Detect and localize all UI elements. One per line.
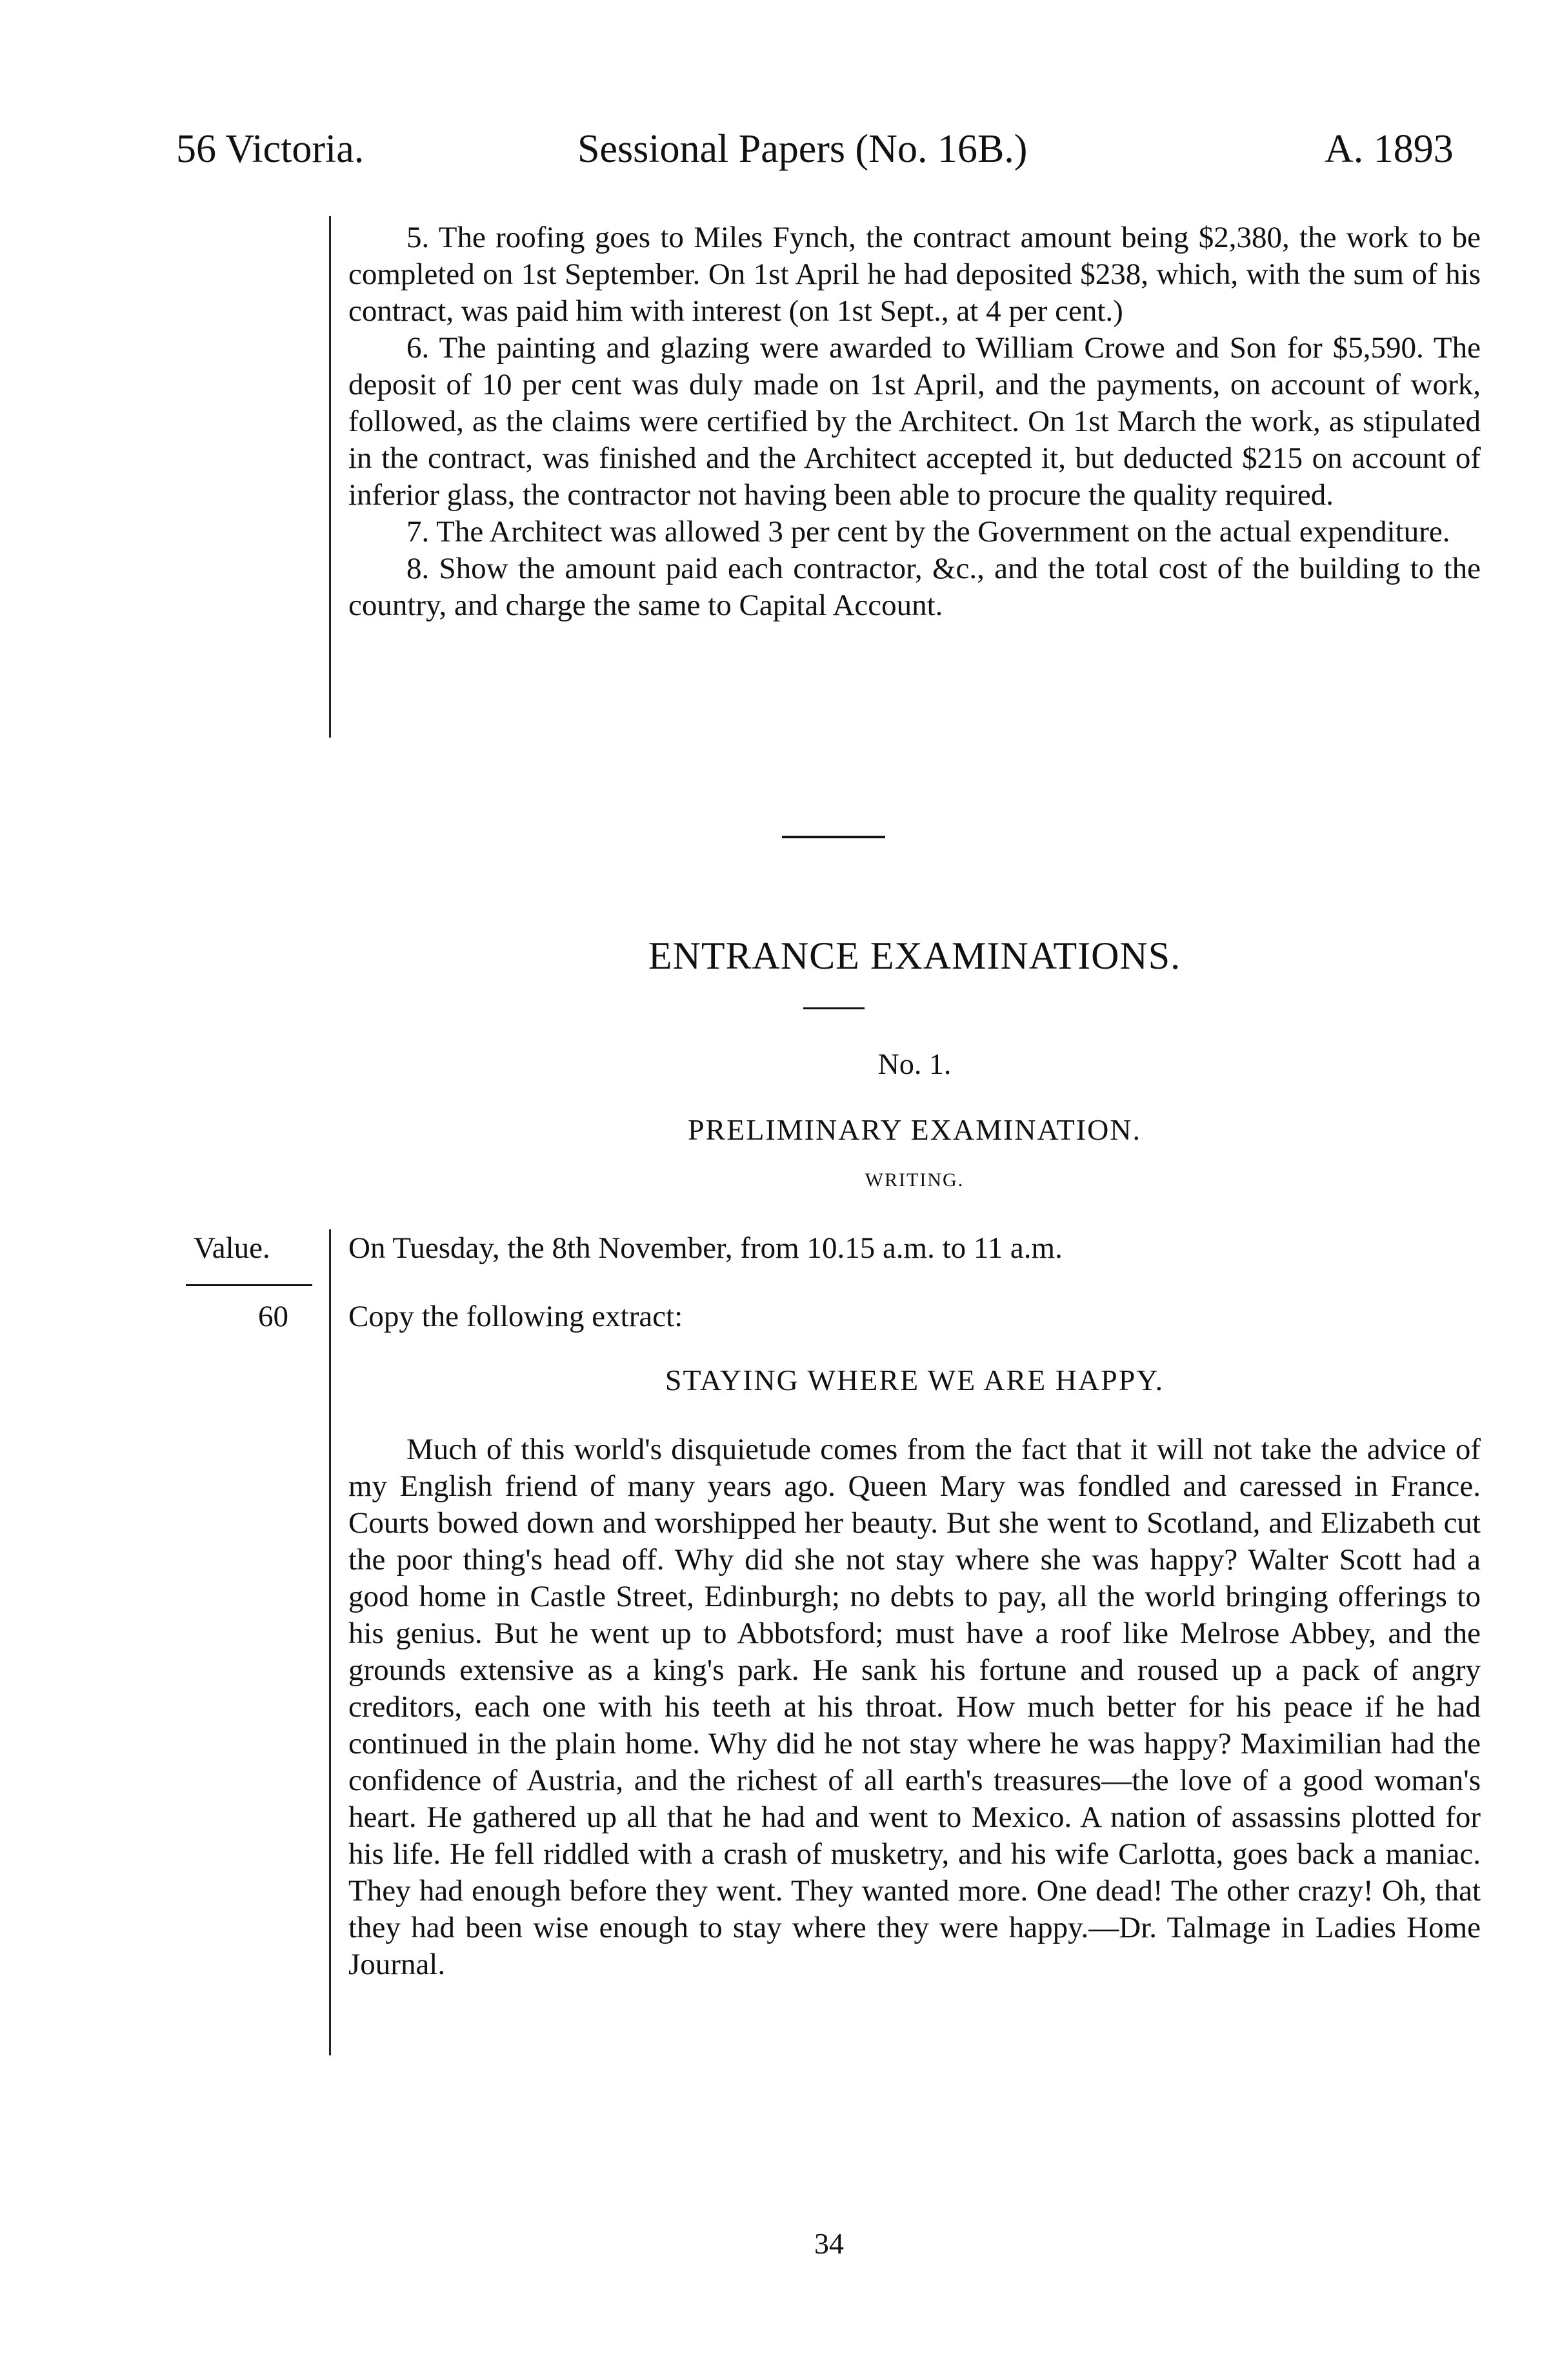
- header-right: A. 1893: [1325, 127, 1454, 171]
- header-center: Sessional Papers (No. 16B.): [577, 127, 1028, 171]
- exam-instruction: Copy the following extract:: [348, 1300, 683, 1333]
- section-subtitle: PRELIMINARY EXAMINATION.: [687, 1113, 1142, 1146]
- paragraph-6: 6. The painting and glazing were awarded to William Crowe and Son for $5,590. The deposit of 10 per cent was duly made on 1st April, and the payments, on account of work, followed, as the claims were certified by the Architect. On 1st March the work, as stipulated in the contract, was finished and the Architect accepted it, but deducted $215 on account of inferior glass, the contractor not having been able to procure the quality required.: [348, 331, 1481, 512]
- section-divider: [782, 836, 885, 838]
- margin-rule-top: [329, 216, 331, 738]
- page-number: 34: [814, 2227, 844, 2260]
- extract-body: [348, 1431, 1481, 1983]
- section-title: ENTRANCE EXAMINATIONS.: [648, 934, 1181, 977]
- exam-time: On Tuesday, the 8th November, from 10.15 a.m. to 11 a.m.: [348, 1231, 1063, 1265]
- paragraph-8: 8. Show the amount paid each contractor, &c., and the total cost of the building to the country, and charge the same to Capital Account.: [348, 552, 1481, 622]
- paragraph-5: 5. The roofing goes to Miles Fynch, the contract amount being $2,380, the work to be completed on 1st September. On 1st April he had deposited $238, which, with the sum of his contract, was paid him with interest (on 1st Sept., at 4 per cent.): [348, 221, 1481, 328]
- top-paragraphs: [348, 219, 1481, 624]
- paragraph-7: 7. The Architect was allowed 3 per cent by the Government on the actual expenditure.: [406, 515, 1450, 549]
- value-rule: [186, 1284, 312, 1286]
- value-number: 60: [258, 1300, 288, 1333]
- value-label: Value.: [194, 1231, 270, 1265]
- extract-title: STAYING WHERE WE ARE HAPPY.: [665, 1364, 1165, 1397]
- section-subject: WRITING.: [865, 1169, 965, 1191]
- header-left: 56 Victoria.: [176, 127, 365, 171]
- margin-rule-exam: [329, 1229, 331, 2055]
- section-number: No. 1.: [877, 1047, 952, 1080]
- title-divider: [803, 1007, 865, 1009]
- extract-paragraph: Much of this world's disquietude comes from the fact that it will not take the advice of my English friend of many years ago. Queen Mary was fondled and caressed in France. Courts bowed down and worshipped her beauty. But she went to Scotland, and Elizabeth cut the poor thing's head off. Why did she not stay where she was happy? Walter Scott had a good home in Castle Street, Edinburgh; no debts to pay, all the world bringing offerings to his genius. But he went up to Abbotsford; must have a roof like Melrose Abbey, and the grounds extensive as a king's park. He sank his fortune and roused up a pack of angry creditors, each one with his teeth at his throat. How much better for his peace if he had continued in the plain home. Why did he not stay where he was happy? Maximilian had the confidence of Austria, and the richest of all earth's treasures—the love of a good woman's heart. He gathered up all that he had and went to Mexico. A nation of assassins plotted for his life. He fell riddled with a crash of musketry, and his wife Carlotta, goes back a maniac. They had enough before they went. They wanted more. One dead! The other crazy! Oh, that they had been wise enough to stay where they were happy.—Dr. Talmage in Ladies Home Journal.: [348, 1433, 1481, 1981]
